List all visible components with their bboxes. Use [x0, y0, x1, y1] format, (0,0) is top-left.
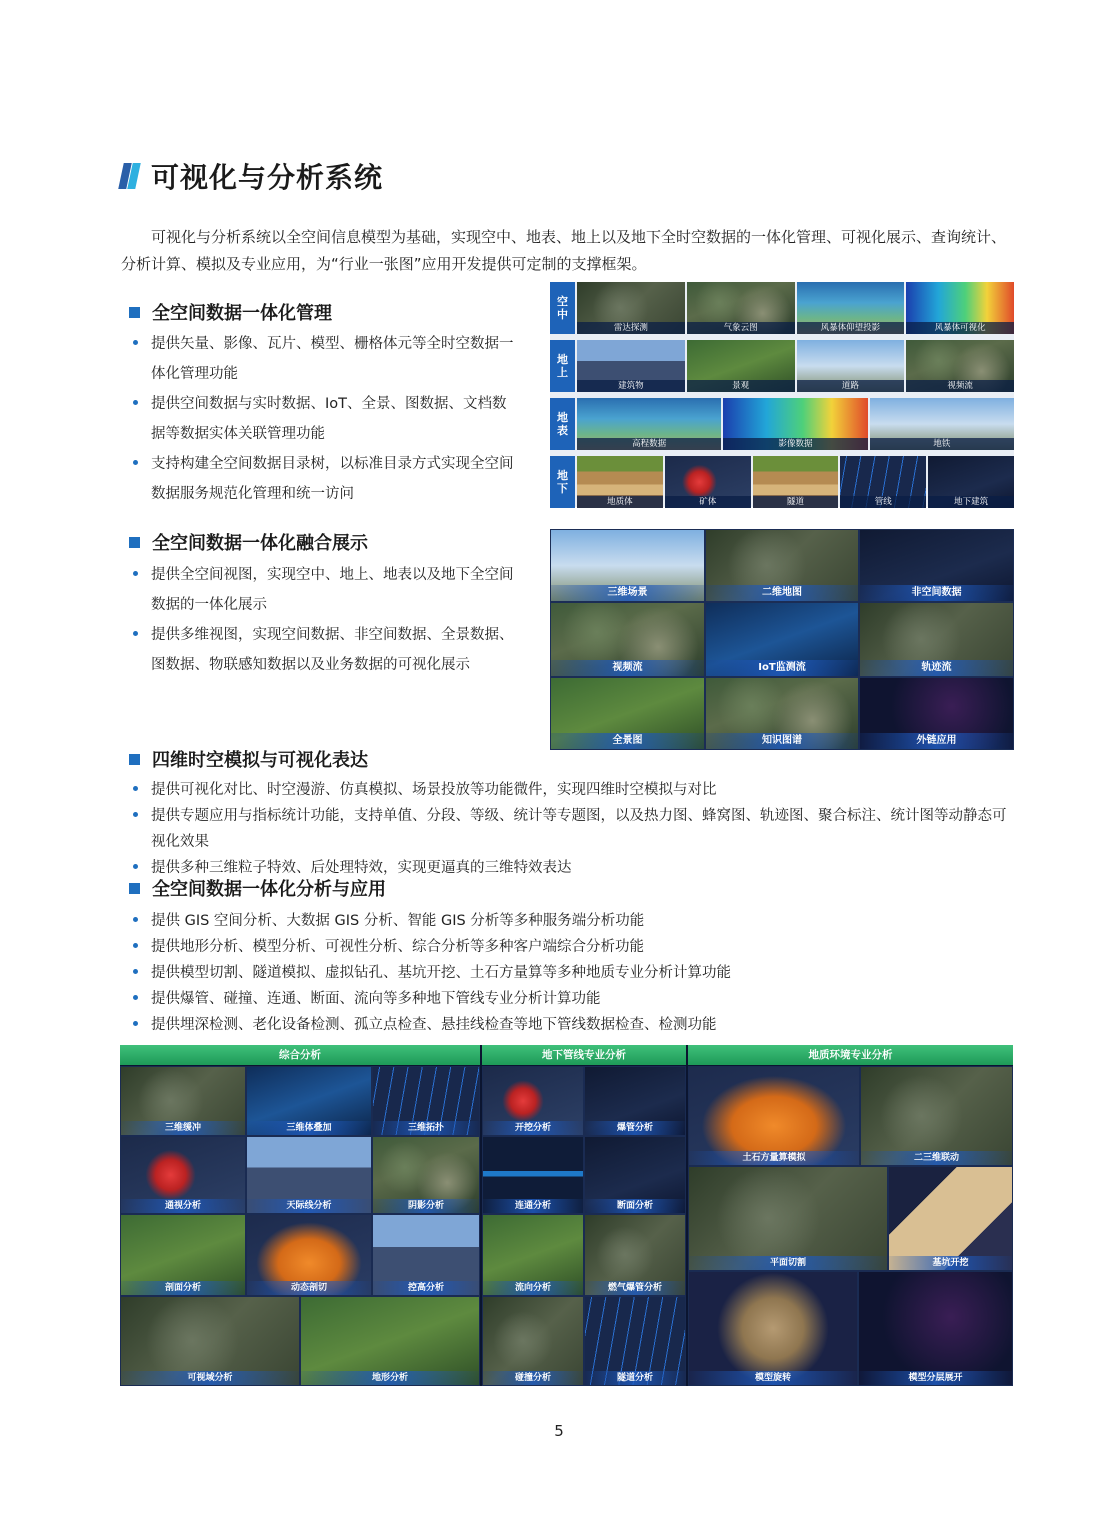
row-label: 地 表: [550, 398, 575, 450]
thumbnail: 地下建筑: [928, 456, 1014, 508]
section-title: 全空间数据一体化融合展示: [152, 533, 368, 554]
thumbnail: 全景图: [550, 677, 705, 750]
section-title: 全空间数据一体化分析与应用: [152, 879, 386, 900]
thumbnail: 高程数据: [577, 398, 721, 450]
thumbnail: 爆管分析: [584, 1066, 686, 1136]
thumbnail: 风暴体可视化: [906, 282, 1014, 334]
list-item: 支持构建全空间数据目录树，以标准目录方式实现全空间数据服务规范化管理和统一访问: [123, 449, 518, 509]
thumbnail: 影像数据: [723, 398, 867, 450]
square-bullet-icon: [129, 307, 140, 318]
list-item: 提供 GIS 空间分析、大数据 GIS 分析、智能 GIS 分析等多种服务端分析功能: [123, 908, 1018, 934]
thumbnail: 断面分析: [584, 1136, 686, 1214]
list-item: 提供多维视图，实现空间数据、非空间数据、全景数据、图数据、物联感知数据以及业务数据的可视化展示: [123, 620, 518, 680]
section-heading: [123, 529, 368, 555]
thumbnail: 视频流: [550, 602, 705, 677]
bullet-list: [123, 560, 518, 680]
thumbnail: 二维地图: [705, 529, 859, 602]
page-title: 可视化与分析系统: [151, 161, 384, 194]
thumbnail: 碰撞分析: [482, 1296, 584, 1386]
thumbnail: 可视域分析: [120, 1296, 300, 1386]
bullet-list: [123, 329, 518, 509]
thumbnail: 隧道分析: [584, 1296, 686, 1386]
thumbnail: 三维拓扑: [372, 1066, 480, 1136]
list-item: 提供可视化对比、时空漫游、仿真模拟、场景投放等功能微件，实现四维时空模拟与对比: [123, 777, 1018, 803]
thumbnail: 视频流: [906, 340, 1014, 392]
figure-row-underground: [550, 456, 1014, 508]
section-heading: [123, 875, 386, 901]
data-management-figure: [550, 282, 1014, 507]
thumbnail: 模型分层展开: [858, 1271, 1013, 1386]
thumbnail: 动态剖切: [246, 1214, 372, 1296]
row-label: 地 上: [550, 340, 575, 392]
thumbnail: 知识图谱: [705, 677, 859, 750]
thumbnail: 燃气爆管分析: [584, 1214, 686, 1296]
list-item: 提供矢量、影像、瓦片、模型、栅格体元等全时空数据一体化管理功能: [123, 329, 518, 389]
list-item: 提供爆管、碰撞、连通、断面、流向等多种地下管线专业分析计算功能: [123, 986, 1018, 1012]
row-label: 空 中: [550, 282, 575, 334]
thumbnail: 连通分析: [482, 1136, 584, 1214]
analysis-figure: [120, 1045, 1013, 1386]
intro-paragraph: 可视化与分析系统以全空间信息模型为基础，实现空中、地表、地上以及地下全时空数据的一体化管理、可视化展示、查询统计、分析计算、模拟及专业应用，为“行业一张图”应用开发提供可定制的支撑框架。: [121, 228, 1007, 273]
thumbnail: 风暴体仰望投影: [797, 282, 905, 334]
figure-row-air: [550, 282, 1014, 334]
thumbnail: 地质体: [577, 456, 663, 508]
page-number: 5: [554, 1422, 564, 1440]
list-item: 提供专题应用与指标统计功能，支持单值、分段、等级、统计等专题图，以及热力图、蜂窝图、轨迹图、聚合标注、统计图等动静态可视化效果: [123, 803, 1018, 855]
thumbnail: 景观: [687, 340, 795, 392]
square-bullet-icon: [129, 754, 140, 765]
thumbnail: 气象云图: [687, 282, 795, 334]
thumbnail: 管线: [840, 456, 926, 508]
list-item: 提供地形分析、模型分析、可视性分析、综合分析等多种客户端综合分析功能: [123, 934, 1018, 960]
list-item: 提供模型切割、隧道模拟、虚拟钻孔、基坑开挖、土石方量算等多种地质专业分析计算功能: [123, 960, 1018, 986]
thumbnail: 二三维联动: [860, 1066, 1013, 1166]
fusion-display-figure: [550, 529, 1014, 750]
thumbnail: 基坑开挖: [888, 1166, 1013, 1271]
square-bullet-icon: [129, 883, 140, 894]
thumbnail: 道路: [797, 340, 905, 392]
group-header: 地下管线专业分析: [482, 1045, 686, 1065]
section-heading: [123, 299, 332, 325]
row-label: 地 下: [550, 456, 575, 508]
section-title: 全空间数据一体化管理: [152, 303, 332, 324]
thumbnail: 建筑物: [577, 340, 685, 392]
thumbnail: 三维缓冲: [120, 1066, 246, 1136]
group-header: 综合分析: [120, 1045, 480, 1065]
thumbnail: 外链应用: [859, 677, 1014, 750]
thumbnail: 天际线分析: [246, 1136, 372, 1214]
thumbnail: 通视分析: [120, 1136, 246, 1214]
thumbnail: 地形分析: [300, 1296, 480, 1386]
thumbnail: 流向分析: [482, 1214, 584, 1296]
thumbnail: 平面切割: [688, 1166, 888, 1271]
thumbnail: 隧道: [753, 456, 839, 508]
thumbnail: 阴影分析: [372, 1136, 480, 1214]
thumbnail: 模型旋转: [688, 1271, 858, 1386]
thumbnail: 开挖分析: [482, 1066, 584, 1136]
section-title: 四维时空模拟与可视化表达: [152, 750, 368, 771]
thumbnail: 土石方量算模拟: [688, 1066, 860, 1166]
section-heading: [123, 746, 368, 772]
thumbnail: 地铁: [870, 398, 1014, 450]
title-row: [121, 156, 383, 196]
thumbnail: 剖面分析: [120, 1214, 246, 1296]
group-header: 地质环境专业分析: [688, 1045, 1013, 1065]
list-item: 提供埋深检测、老化设备检测、孤立点检查、悬挂线检查等地下管线数据检查、检测功能: [123, 1012, 1018, 1038]
thumbnail: 三维体叠加: [246, 1066, 372, 1136]
list-item: 提供空间数据与实时数据、IoT、全景、图数据、文档数据等数据实体关联管理功能: [123, 389, 518, 449]
thumbnail: 控高分析: [372, 1214, 480, 1296]
list-item: 提供多种三维粒子特效、后处理特效，实现更逼真的三维特效表达: [123, 855, 1018, 881]
list-item: 提供全空间视图，实现空中、地上、地表以及地下全空间数据的一体化展示: [123, 560, 518, 620]
thumbnail: 非空间数据: [859, 529, 1014, 602]
thumbnail: 三维场景: [550, 529, 705, 602]
thumbnail: 轨迹流: [859, 602, 1014, 677]
thumbnail: 矿体: [665, 456, 751, 508]
figure-row-above-ground: [550, 340, 1014, 392]
thumbnail: 雷达探测: [577, 282, 685, 334]
bullet-list: [123, 777, 1018, 881]
title-logo-icon: [121, 161, 141, 191]
thumbnail: IoT监测流: [705, 602, 859, 677]
bullet-list: [123, 908, 1018, 1038]
square-bullet-icon: [129, 537, 140, 548]
figure-row-surface: [550, 398, 1014, 450]
